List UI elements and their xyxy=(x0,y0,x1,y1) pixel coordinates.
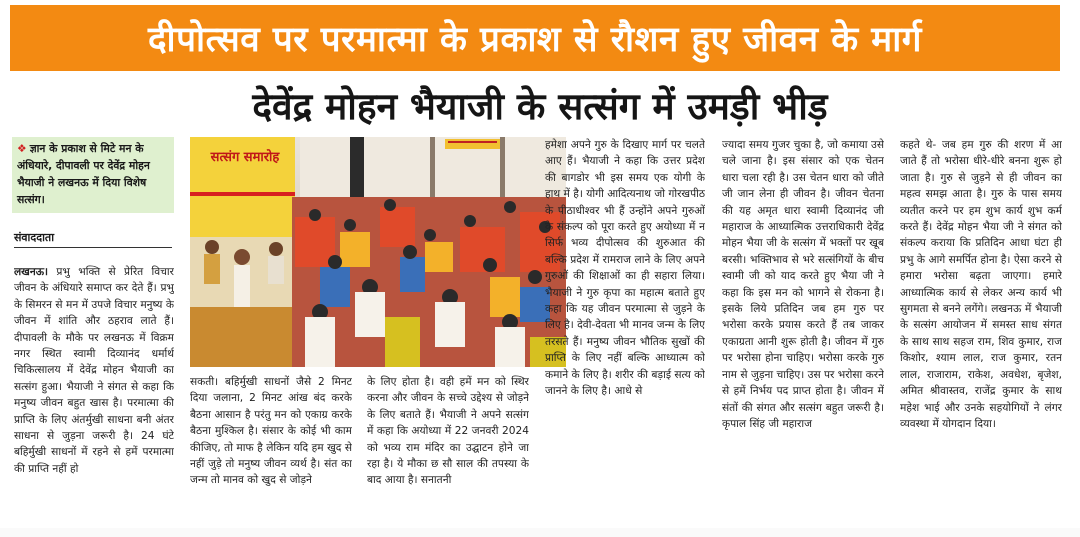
column-2-text: सकती। बहिर्मुखी साधनों जैसे 2 मिनट दिया जलाना, 2 मिनट आंख बंद करके बैठना आसान है परंतु मन को एकाग्र करके बैठना मुश्किल है। संसार के कोई भी काम कीजिए, तो माफ है लेकिन यदि हम खुद से नहीं जुड़े तो मनुष्य जीवन व्यर्थ है। संत का जन्म तो मानव को खुद से जोड़ने xyxy=(190,376,352,487)
summary-text: ज्ञान के प्रकाश से मिटे मन के अंधियारे, दीपावली पर देवेंद्र मोहन भैयाजी ने लखनऊ में दिया विशेष सत्संग। xyxy=(17,142,150,206)
satsang-photo-image xyxy=(190,137,566,367)
headline-banner xyxy=(10,5,1060,71)
byline: संवाददाता xyxy=(14,229,172,248)
diamond-bullet-icon: ❖ xyxy=(17,142,27,155)
satsang-photo xyxy=(190,137,566,367)
article-column-3 xyxy=(367,374,529,526)
subheadline-box xyxy=(0,76,1080,132)
article-column-6 xyxy=(900,137,1062,526)
column-6-text: कहते थे- जब हम गुरु की शरण में आ जाते हैं तो भरोसा धीरे-धीरे बनना शुरू हो जाता है। गुरु से जुड़ने से ही जीवन का महत्व समझ आता है। गुरु के पास समय व्यतीत करने पर हम शुभ कार्य शुभ कर्म करते हैं। देवेंद्र मोहन भैया जी ने संगत को संकल्प कराया कि प्रतिदिन आधा घंटा ही प्रभु के आगे समर्पित होना है। ऐसा करने से हमारा भरोसा बढ़ता जाएगा। हमारे आध्यात्मिक कार्य से लेकर अन्य कार्य भी सुगमता से बनने लगेंगे। लखनऊ में भैयाजी के सत्संग आयोजन में समस्त साध संगत के साथ साथ सहज राम, शिव कुमार, राज किशोर, श्याम लाल, राज कुमार, रतन लाल, राजाराम, राकेश, अवधेश, बृजेश, अमित श्रीवास्तव, राजेंद्र कुमार के साथ महेश भाई और उनके सहयोगियों ने लंगर व्यवस्था में योगदान दिया। xyxy=(900,139,1062,430)
headline: दीपोत्सव पर परमात्मा के प्रकाश से रौशन हुए जीवन के मार्ग xyxy=(147,19,923,60)
article-column-4 xyxy=(545,137,705,526)
article-column-1 xyxy=(14,264,174,526)
subheadline: देवेंद्र मोहन भैयाजी के सत्संग में उमड़ी भीड़ xyxy=(252,84,828,128)
summary-box xyxy=(12,137,174,213)
page-edge xyxy=(0,528,1080,537)
article-column-2 xyxy=(190,374,352,526)
column-3-text: के लिए होता है। वही हमें मन को स्थिर करना और जीवन के सच्चे उद्देश्य से जोड़ने के लिए बताते हैं। भैयाजी ने अपने सत्संग में कहा कि अयोध्या में 22 जनवरी 2024 को भव्य राम मंदिर का उद्घाटन होने जा रहा है। ये मौका छ सौ साल की तपस्या के बाद आया है। सनातनी xyxy=(367,376,529,487)
dateline: लखनऊ। xyxy=(14,266,49,278)
column-4-text: हमेशा अपने गुरु के दिखाए मार्ग पर चलते आए हैं। भैयाजी ने कहा कि उत्तर प्रदेश की बागडोर भी इस समय एक योगी के हाथ में है। योगी आदित्यनाथ जो गोरखपीठ के पीठाधीश्वर भी हैं उन्होंने अपने गुरुओं के संकल्प को पूरा करते हुए अयोध्या में न सिर्फ भव्य दीपोत्सव की शुरुआत की बल्कि प्रदेश में रामराज लाने के लिए अपने गुरुओं की शिक्षाओं का ही सहारा लिया। भैयाजी ने गुरु कृपा का महात्म बताते हुए कहा कि यह जीवन परमात्मा से जुड़ने के लिए है। देवी-देवता भी मानव जन्म के लिए तरसते हैं। मनुष्य जीवन भौतिक सुखों की प्राप्ति के लिए नहीं बल्कि आध्यात्म को कमाने के लिए है। शरीर की बड़ाई सत्य को जानने के लिए है। आधे से xyxy=(545,139,705,398)
photo-banner-text: सत्संग समारोह xyxy=(210,150,280,165)
column-5-text: ज्यादा समय गुजर चुका है, जो कमाया उसे चले जाना है। इस संसार को एक चेतन धारा चला रही है। उस चेतन धारा को जीते जी जान लेना ही जीवन है। जीवन चेतना की यह अमृत धारा स्वामी दिव्यानंद जी महाराज के आध्यात्मिक उत्तराधिकारी देवेंद्र मोहन भैया जी के सत्संग में भक्तों पर खूब बरसी। भक्तिभाव से भरे सत्संगियों के बीच स्वामी जी को याद करते हुए भैया जी ने कहा कि इस मन को भागने से रोकना है। इसके लिये प्रतिदिन जब हम गुरु पर भरोसा करके प्रयास करते हैं तब जाकर एकाग्रता आनी शुरू होती है। जीवन में गुरु पर भरोसा होना चाहिए। भरोसा करके गुरु नाम से जुड़ना चाहिए। उस पर भरोसा करने से हमें निर्भय पद प्राप्त होता है। जीवन में संतों की संगत और सत्संग बहुत जरूरी है। कृपाल सिंह जी महाराज xyxy=(722,139,884,430)
column-1-text: प्रभु भक्ति से प्रेरित विचार जीवन के अंधियारे समाप्त कर देते हैं। प्रभु के सिमरन से मन में उपजे विचार मनुष्य के जीवन में शांति और ठहराव लाते हैं। दीपावली के मौके पर लखनऊ में विक्रम नगर स्थित स्वामी दिव्यानंद धर्मार्थ चिकित्सालय में देवेंद्र मोहन भैयाजी का सत्संग हुआ। भैयाजी ने संगत से कहा कि मनुष्य जीवन बहुत खास है। परमात्मा की प्राप्ति के लिए अंतर्मुखी साधना बनी अंतर साधना से जुड़ना जरूरी है। 24 घंटे बहिर्मुखी साधनों में रहने से हमें परमात्मा की प्राप्ति नहीं हो xyxy=(14,266,174,475)
article-column-5 xyxy=(722,137,884,526)
